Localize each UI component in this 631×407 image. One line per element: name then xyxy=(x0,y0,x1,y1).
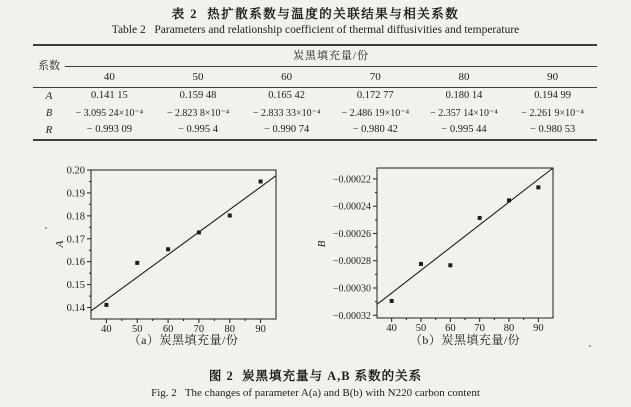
coeff-header-cell: 系数 xyxy=(33,45,65,88)
svg-text:0.18: 0.18 xyxy=(66,211,85,223)
svg-text:−0.00032: −0.00032 xyxy=(332,310,371,322)
svg-text:0.20: 0.20 xyxy=(66,165,85,177)
scan-speck xyxy=(45,227,47,229)
scatter-chart-parameter-a xyxy=(50,164,282,336)
table-row xyxy=(33,105,597,122)
table-cell: − 0.995 44 xyxy=(441,124,487,136)
svg-text:−0.00030: −0.00030 xyxy=(332,283,371,295)
svg-text:40: 40 xyxy=(101,324,112,335)
svg-text:−0.00024: −0.00024 xyxy=(332,201,371,213)
svg-text:A: A xyxy=(54,240,66,248)
svg-text:80: 80 xyxy=(224,324,235,335)
svg-text:70: 70 xyxy=(474,323,485,334)
table-cell: − 0.995 4 xyxy=(177,124,218,136)
row-label: A xyxy=(45,90,53,102)
svg-text:B: B xyxy=(316,240,328,248)
svg-text:0.16: 0.16 xyxy=(66,257,85,269)
table-cell: 0.141 15 xyxy=(90,90,128,102)
table-cell: 0.194 99 xyxy=(534,90,572,102)
table-cell: − 2.357 14×10⁻⁴ xyxy=(430,107,498,119)
table-row xyxy=(33,122,597,140)
svg-text:−0.00028: −0.00028 xyxy=(332,256,371,268)
table-cell: − 2.486 19×10⁻⁴ xyxy=(341,107,410,119)
table-cell: − 0.993 09 xyxy=(86,124,132,136)
svg-text:50: 50 xyxy=(132,324,143,335)
table-title-en: Table 2 Parameters and relationship coefficient of thermal diffusivities and temperature xyxy=(111,24,520,36)
table-cell: − 0.990 74 xyxy=(263,124,310,136)
table-cell: − 2.833 33×10⁻⁴ xyxy=(252,107,321,119)
table-cell: 0.172 77 xyxy=(356,90,394,102)
table-cell: 0.159 48 xyxy=(179,90,217,102)
table-cell: − 2.261 9×10⁻⁴ xyxy=(521,107,584,119)
table-cell: 0.165 42 xyxy=(268,90,306,102)
figure-caption-en: Fig. 2 The changes of parameter A(a) and B(b) with N220 carbon content xyxy=(151,387,480,399)
scan-speck xyxy=(589,345,591,347)
col-header: 90 xyxy=(508,67,597,88)
svg-text:90: 90 xyxy=(533,323,544,334)
svg-text:0.15: 0.15 xyxy=(66,280,85,292)
col-header: 70 xyxy=(331,67,420,88)
table-title-zh: 表 2 热扩散系数与温度的关联结果与相关系数 xyxy=(171,7,460,21)
row-label: B xyxy=(45,107,53,119)
table-row xyxy=(33,88,597,106)
svg-text:70: 70 xyxy=(193,324,205,335)
table-cell: 0.180 14 xyxy=(445,90,483,102)
col-header: 80 xyxy=(420,67,509,88)
svg-text:0.19: 0.19 xyxy=(66,188,85,200)
svg-text:−0.00026: −0.00026 xyxy=(332,228,371,240)
svg-text:−0.00022: −0.00022 xyxy=(332,174,371,186)
table-cell: − 0.980 42 xyxy=(352,124,398,136)
svg-text:60: 60 xyxy=(162,324,174,335)
col-header: 50 xyxy=(154,67,243,88)
parameters-table xyxy=(33,44,597,141)
table-columns-row xyxy=(33,67,597,88)
svg-text:50: 50 xyxy=(415,323,427,334)
table-cell: − 2.823 8×10⁻⁴ xyxy=(166,107,230,119)
table-group-header-row xyxy=(33,45,597,67)
svg-text:0.17: 0.17 xyxy=(66,234,85,246)
col-header: 40 xyxy=(65,67,154,88)
col-header: 60 xyxy=(242,67,331,88)
svg-text:0.14: 0.14 xyxy=(66,303,85,315)
chart-b-xlabel: （b）炭黑填充量/份 xyxy=(409,333,521,347)
row-label: R xyxy=(45,124,53,136)
svg-text:60: 60 xyxy=(445,323,456,334)
scatter-chart-parameter-b xyxy=(315,164,563,336)
svg-text:80: 80 xyxy=(503,323,515,334)
svg-text:90: 90 xyxy=(255,324,266,335)
figure-caption-zh: 图 2 炭黑填充量与 A,B 系数的关系 xyxy=(208,369,423,383)
chart-a-xlabel: （a）炭黑填充量/份 xyxy=(128,333,239,347)
table-cell: − 0.980 53 xyxy=(529,124,576,136)
group-header-cell: 炭黑填充量/份 xyxy=(65,45,597,67)
svg-text:40: 40 xyxy=(386,323,397,334)
table-cell: − 3.095 24×10⁻⁴ xyxy=(75,107,144,119)
